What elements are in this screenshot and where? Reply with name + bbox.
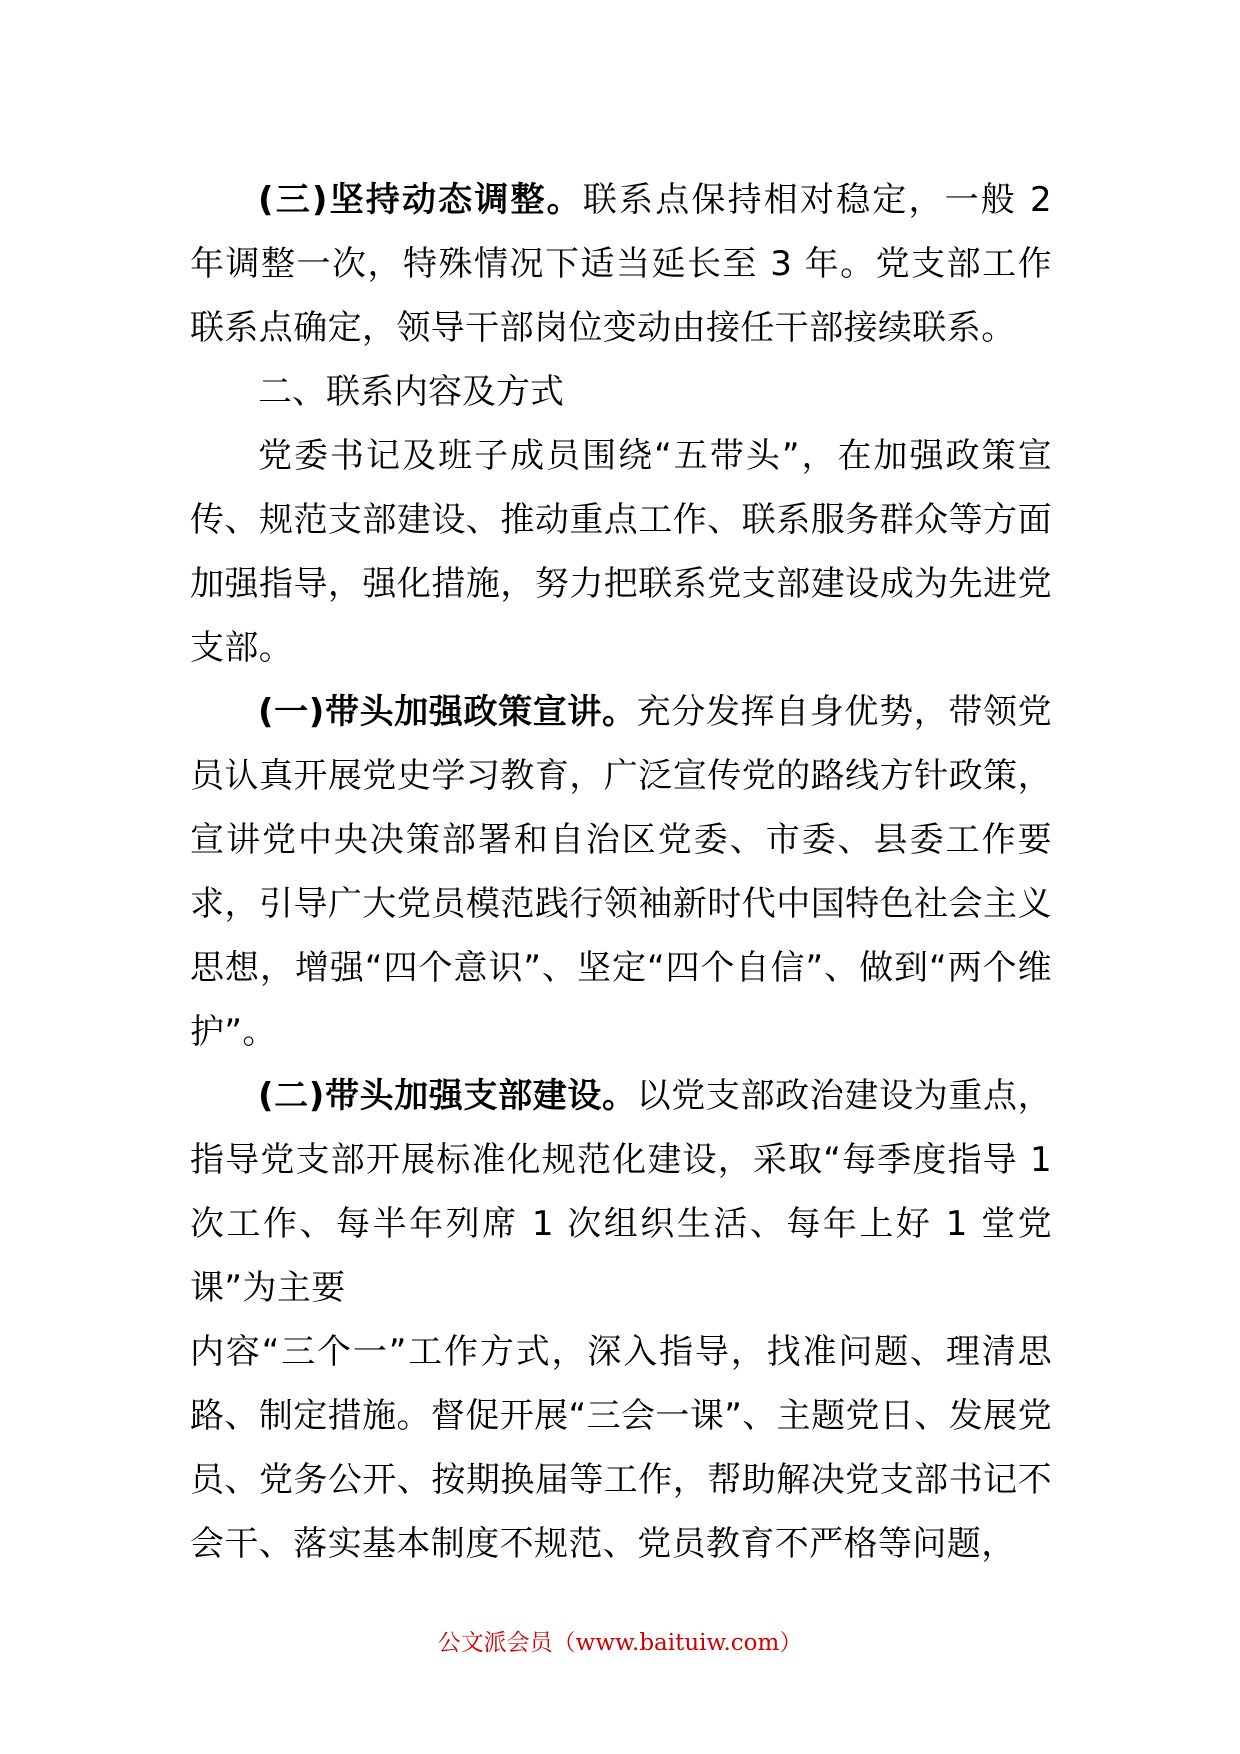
paragraph-text: 充分发挥自身优势，带领党员认真开展党史学习教育，广泛宣传党的路线方针政策，宣讲党中央决策部署和自治区党委、市委、县委工作要求，引导广大党员模范践行领袖新时代中国特色社会主义思想，增强“四个意识”、坚定“四个自信”、做到“两个维护”。 [190, 692, 1052, 1052]
paragraph-lead: (二)带头加强支部建设。 [258, 1076, 637, 1116]
paragraph-text: 联系点保持相对稳定，一般 2 年调整一次，特殊情况下适当延长至 3 年。党支部工作联系点确定，领导干部岗位变动由接任干部接续联系。 [190, 180, 1053, 348]
section-heading: 二、联系内容及方式 [258, 372, 564, 412]
paragraph-continuation [190, 1320, 1052, 1576]
paragraph-text: 以党支部政治建设为重点，指导党支部开展标准化规范化建设，采取“每季度指导 1 次工作、每半年列席 1 次组织生活、每年上好 1 堂党课”为主要 [190, 1076, 1052, 1308]
paragraph-intro [190, 424, 1052, 680]
paragraph-text: 党委书记及班子成员围绕“五带头”，在加强政策宣传、规范支部建设、推动重点工作、联系服务群众等方面加强指导，强化措施，努力把联系党支部建设成为先进党支部。 [190, 436, 1052, 668]
paragraph-text: 内容“三个一”工作方式，深入指导，找准问题、理清思路、制定措施。督促开展“三会一课”、主题党日、发展党员、党务公开、按期换届等工作，帮助解决党支部书记不会干、落实基本制度不规范、党员教育不严格等问题， [190, 1332, 1052, 1564]
footer-watermark: 公文派会员（www.baituiw.com） [437, 1630, 803, 1656]
paragraph-lead: (一)带头加强政策宣讲。 [258, 692, 637, 732]
paragraph-policy [190, 680, 1052, 1064]
document-body [190, 168, 1052, 1576]
paragraph-lead: (三)坚持动态调整。 [258, 180, 583, 220]
paragraph-branch-building [190, 1064, 1052, 1320]
paragraph-adjustment [190, 168, 1052, 360]
